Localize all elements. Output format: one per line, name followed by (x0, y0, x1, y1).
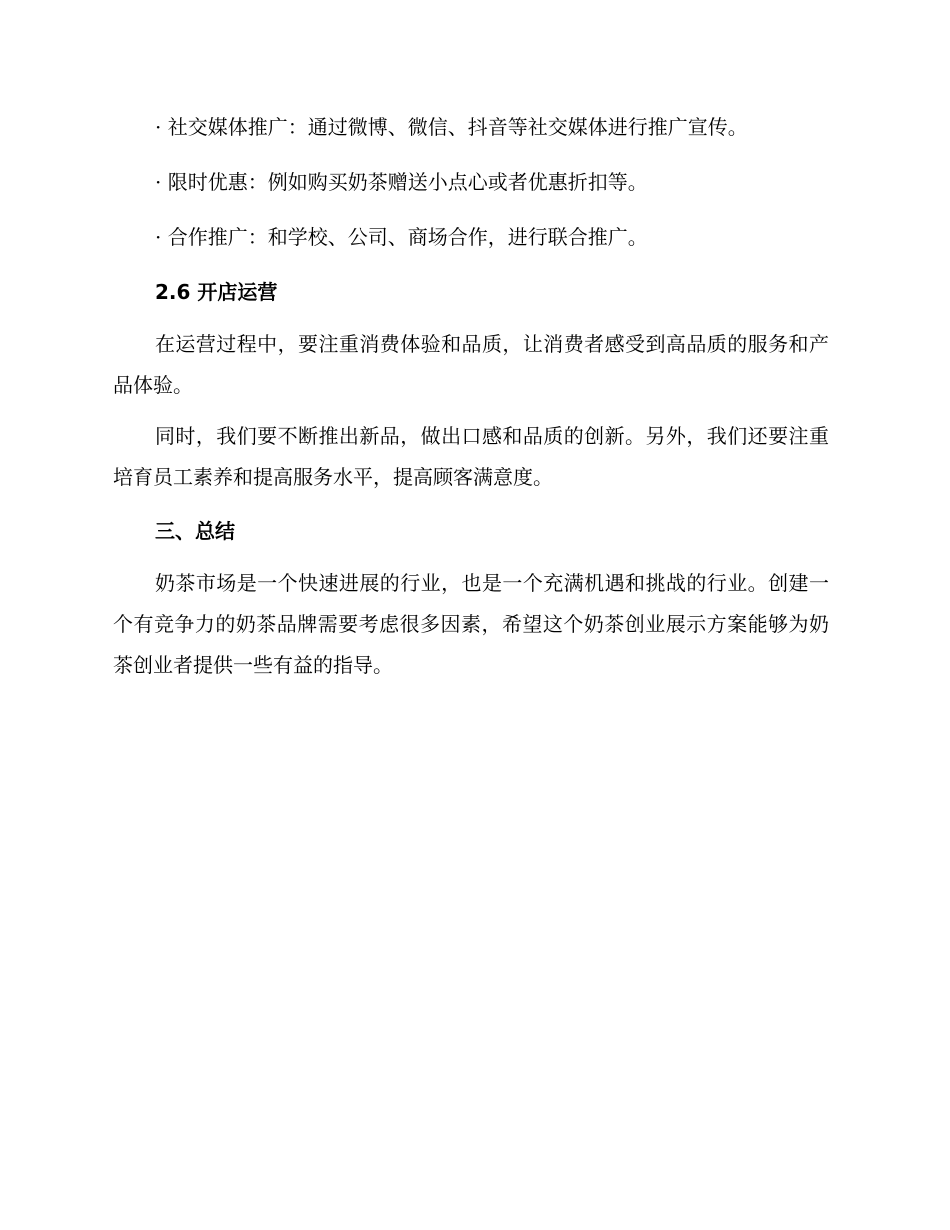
paragraph-operation-1: 在运营过程中，要注重消费体验和品质，让消费者感受到高品质的服务和产品体验。 (113, 332, 829, 397)
section-heading-store-operation: 2.6 开店运营 (155, 280, 278, 304)
bullet-social-media: · 社交媒体推广：通过微博、微信、抖音等社交媒体进行推广宣传。 (155, 115, 748, 139)
bullet-limited-offer: · 限时优惠：例如购买奶茶赠送小点心或者优惠折扣等。 (155, 170, 648, 194)
paragraph-summary: 奶茶市场是一个快速进展的行业，也是一个充满机遇和挑战的行业。创建一个有竞争力的奶茶品牌需要考虑很多因素，希望这个奶茶创业展示方案能够为奶茶创业者提供一些有益的指导。 (113, 571, 829, 677)
document-body (113, 110, 829, 696)
section-heading-summary: 三、总结 (155, 519, 235, 543)
bullet-cooperation: · 合作推广：和学校、公司、商场合作，进行联合推广。 (155, 225, 648, 249)
paragraph-operation-2: 同时，我们要不断推出新品，做出口感和品质的创新。另外，我们还要注重培育员工素养和提高服务水平，提高顾客满意度。 (113, 424, 829, 489)
